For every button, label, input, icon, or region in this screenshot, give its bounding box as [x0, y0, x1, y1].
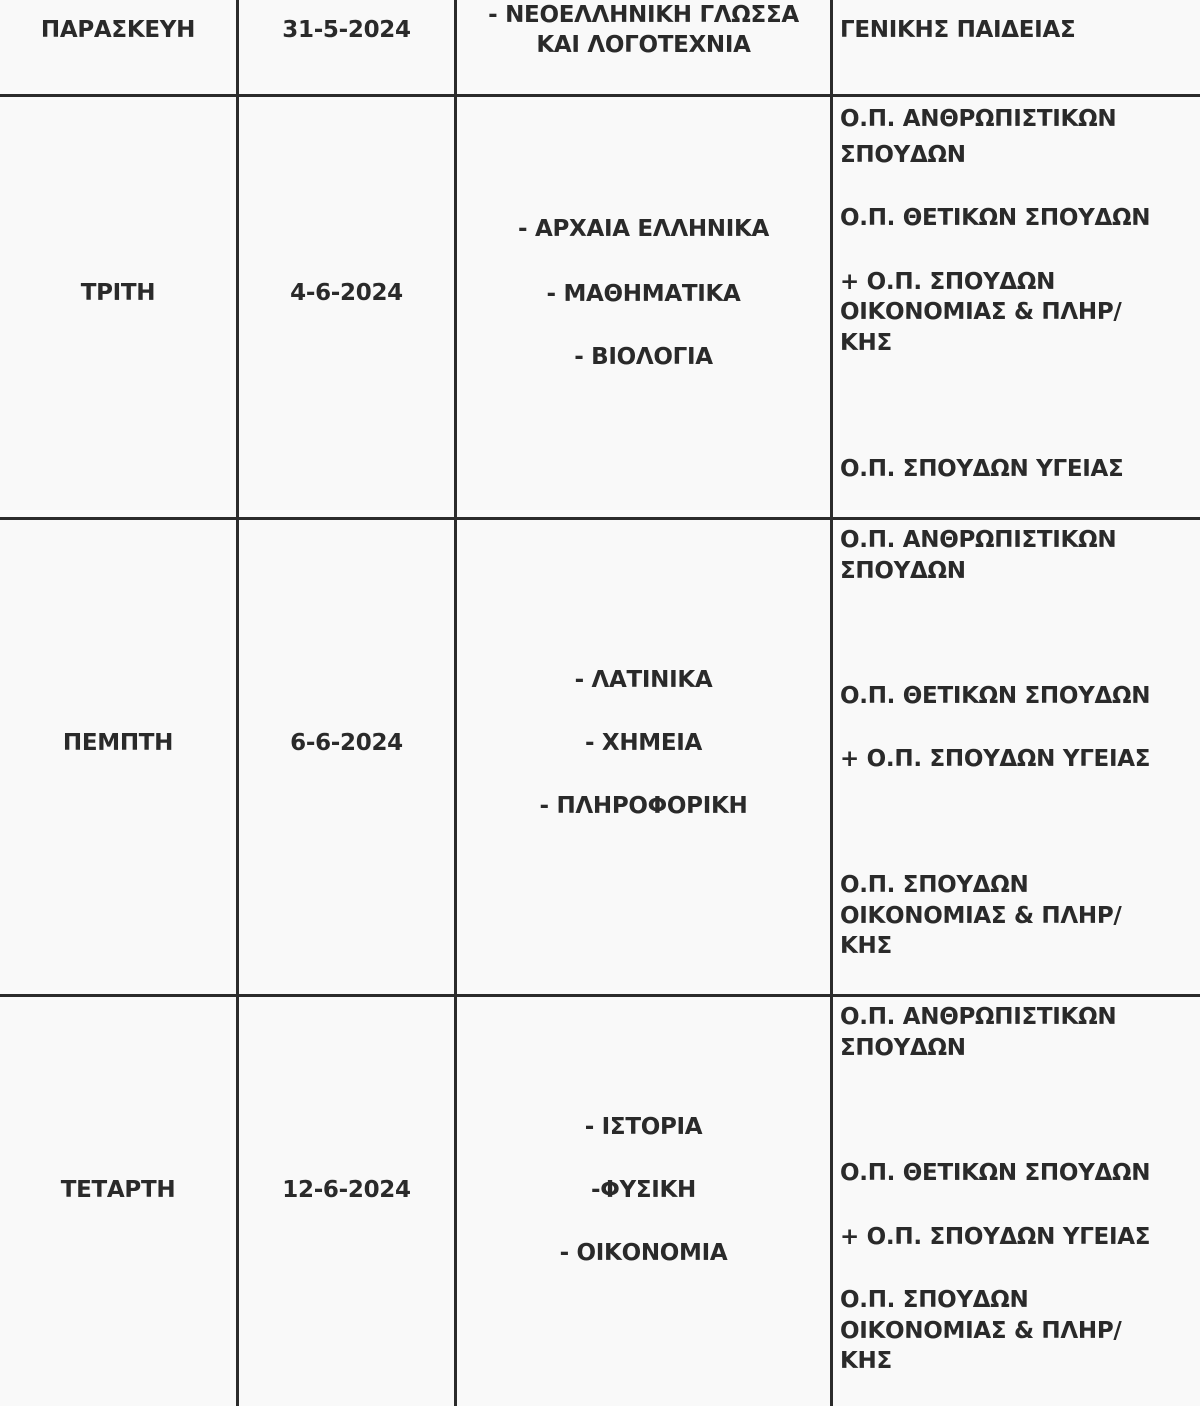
category-line: ΣΠΟΥΔΩΝ — [840, 142, 966, 168]
subject-item: - ΟΙΚΟΝΟΜΙΑ — [559, 1240, 728, 1266]
category-line: ΚΗΣ — [840, 933, 892, 959]
subject-item: - ΑΡΧΑΙΑ ΕΛΛΗΝΙΚΑ — [518, 216, 769, 242]
date-cell: 4-6-2024 — [290, 280, 403, 306]
subject-item: -ΦΥΣΙΚΗ — [591, 1177, 696, 1203]
category-line: + Ο.Π. ΣΠΟΥΔΩΝ — [840, 269, 1056, 295]
subject-item: - ΧΗΜΕΙΑ — [584, 730, 703, 756]
category-line: + Ο.Π. ΣΠΟΥΔΩΝ ΥΓΕΙΑΣ — [840, 746, 1151, 772]
row-divider — [0, 94, 1200, 97]
column-divider — [830, 0, 833, 1406]
category-line: ΟΙΚΟΝΟΜΙΑΣ & ΠΛΗΡ/ — [840, 903, 1122, 929]
category-line: ΚΗΣ — [840, 1348, 892, 1374]
day-cell: ΠΕΜΠΤΗ — [62, 730, 174, 756]
category-line: Ο.Π. ΑΝΘΡΩΠΙΣΤΙΚΩΝ — [840, 1004, 1117, 1030]
category-line: Ο.Π. ΘΕΤΙΚΩΝ ΣΠΟΥΔΩΝ — [840, 205, 1151, 231]
category-line: ΟΙΚΟΝΟΜΙΑΣ & ΠΛΗΡ/ — [840, 1318, 1122, 1344]
category-line: ΟΙΚΟΝΟΜΙΑΣ & ΠΛΗΡ/ — [840, 299, 1122, 325]
category-line: Ο.Π. ΣΠΟΥΔΩΝ ΥΓΕΙΑΣ — [840, 456, 1124, 482]
category-line: Ο.Π. ΘΕΤΙΚΩΝ ΣΠΟΥΔΩΝ — [840, 683, 1151, 709]
subject-item: - ΒΙΟΛΟΓΙΑ — [574, 344, 713, 370]
subject-item: - ΜΑΘΗΜΑΤΙΚΑ — [546, 281, 741, 307]
day-cell: ΠΑΡΑΣΚΕΥΗ — [40, 17, 196, 43]
category-line: ΚΗΣ — [840, 330, 892, 356]
category-line: + Ο.Π. ΣΠΟΥΔΩΝ ΥΓΕΙΑΣ — [840, 1224, 1151, 1250]
row-divider — [0, 517, 1200, 520]
category-line: Ο.Π. ΘΕΤΙΚΩΝ ΣΠΟΥΔΩΝ — [840, 1160, 1151, 1186]
category-line: ΣΠΟΥΔΩΝ — [840, 1035, 966, 1061]
date-cell: 31-5-2024 — [282, 17, 411, 43]
subject-item: - ΝΕΟΕΛΛΗΝΙΚΗ ΓΛΩΣΣΑ — [488, 2, 799, 28]
row-divider — [0, 994, 1200, 997]
day-cell: ΤΡΙΤΗ — [80, 280, 156, 306]
category-line: Ο.Π. ΣΠΟΥΔΩΝ — [840, 1287, 1029, 1313]
category-line: ΓΕΝΙΚΗΣ ΠΑΙΔΕΙΑΣ — [840, 17, 1076, 43]
category-line: Ο.Π. ΣΠΟΥΔΩΝ — [840, 872, 1029, 898]
subject-item: - ΙΣΤΟΡΙΑ — [584, 1114, 703, 1140]
category-line: Ο.Π. ΑΝΘΡΩΠΙΣΤΙΚΩΝ — [840, 106, 1117, 132]
category-line: ΣΠΟΥΔΩΝ — [840, 558, 966, 584]
subject-item: - ΛΑΤΙΝΙΚΑ — [574, 667, 713, 693]
category-line: Ο.Π. ΑΝΘΡΩΠΙΣΤΙΚΩΝ — [840, 527, 1117, 553]
subject-item: - ΠΛΗΡΟΦΟΡΙΚΗ — [539, 793, 748, 819]
date-cell: 6-6-2024 — [290, 730, 403, 756]
subject-item: ΚΑΙ ΛΟΓΟΤΕΧΝΙΑ — [536, 32, 751, 58]
date-cell: 12-6-2024 — [282, 1177, 411, 1203]
day-cell: ΤΕΤΑΡΤΗ — [60, 1177, 176, 1203]
